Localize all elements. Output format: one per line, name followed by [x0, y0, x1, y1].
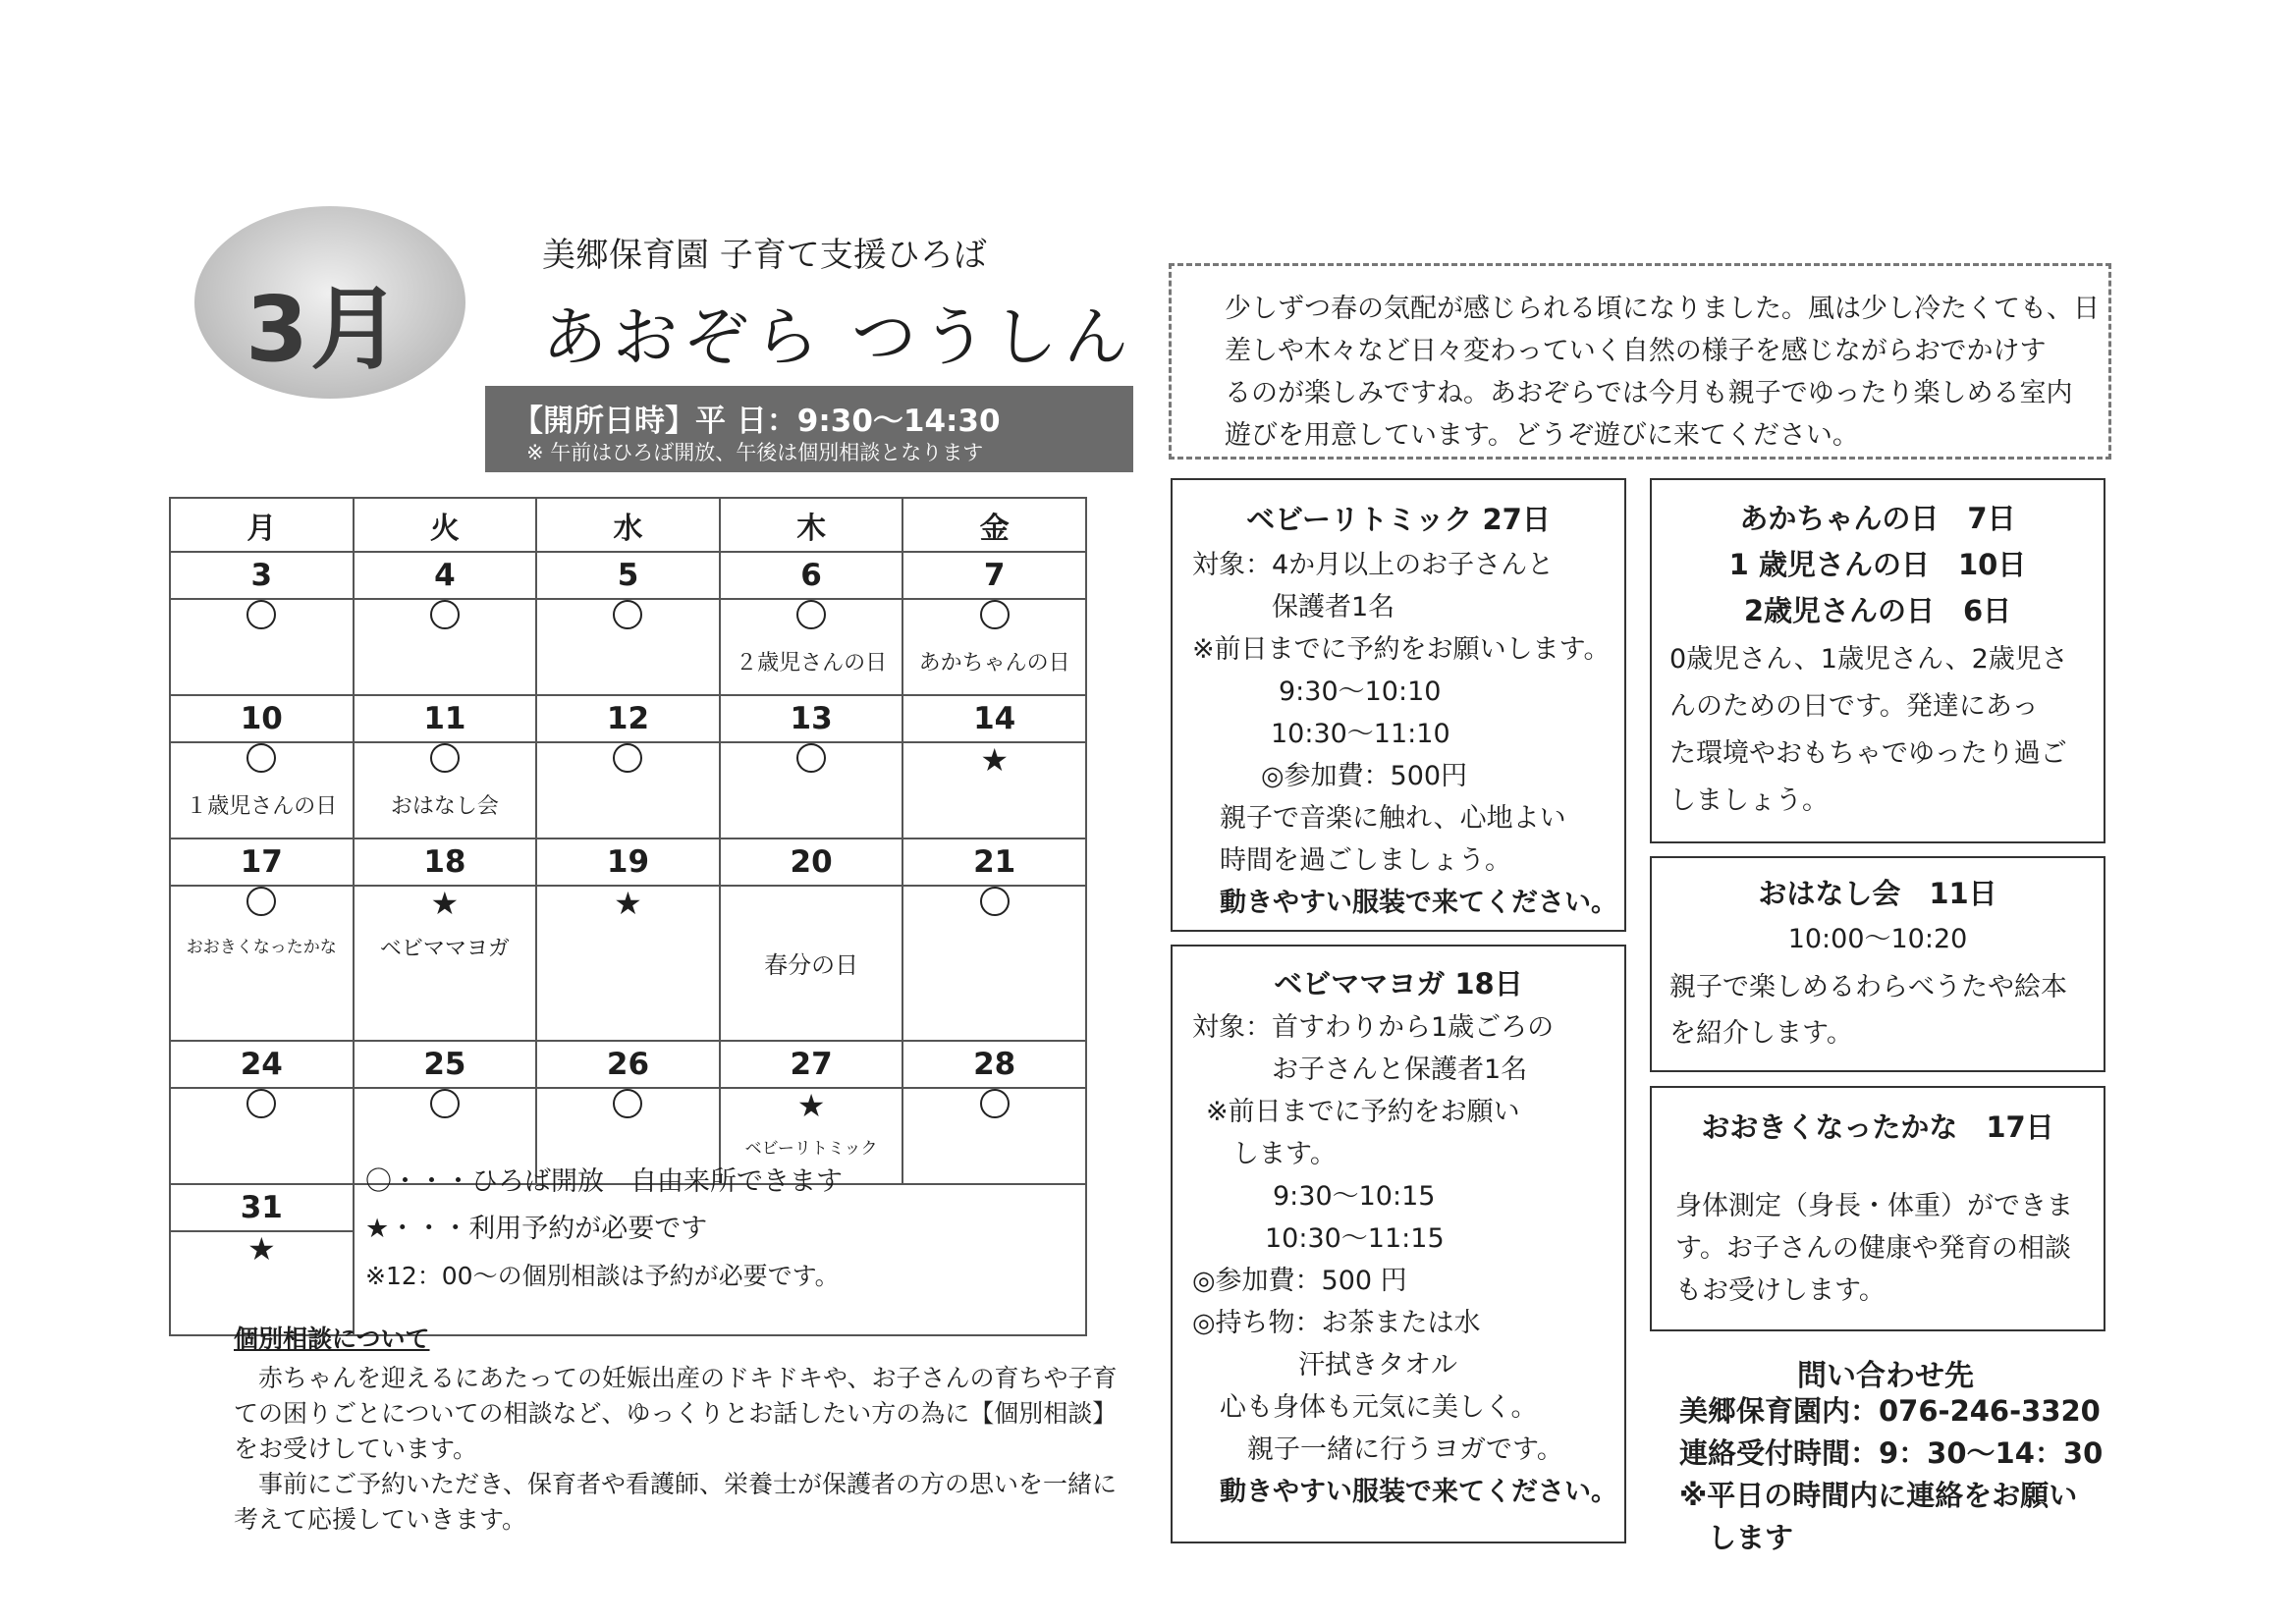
- date-cell: 6: [720, 552, 903, 599]
- legend-consult-note: ※12：00～の個別相談は予約が必要です。: [365, 1262, 840, 1290]
- age-day-title: 1 歳児さんの日 10日: [1728, 548, 2027, 581]
- intro-line: 少しずつ春の気配が感じられる頃になりました。風は少し冷たくても、日: [1225, 294, 2100, 324]
- consultation-line: 事前にご予約いただき、保育者や看護師、栄養士が保護者の方の思いを一緒に: [234, 1470, 1118, 1498]
- date-cell: 26: [536, 1041, 720, 1088]
- yoga-line: 対象：首すわりから1歳ごろの: [1192, 1012, 1555, 1043]
- date-cell: 10: [170, 695, 354, 742]
- baby-rhythmic-line: ※前日までに予約をお願いします。: [1192, 634, 1611, 665]
- star-icon: ★: [430, 885, 460, 922]
- age-day-title: あかちゃんの日 7日: [1739, 502, 2016, 535]
- hours-banner: [485, 386, 1133, 472]
- yoga-line: 親子一緒に行うヨガです。: [1247, 1434, 1563, 1465]
- date-cell: 13: [720, 695, 903, 742]
- date-cell: 4: [354, 552, 537, 599]
- mark-row: [170, 599, 1086, 695]
- date-cell: 14: [902, 695, 1086, 742]
- date-cell: 20: [720, 839, 903, 886]
- yoga-line: 10:30～11:15: [1265, 1223, 1445, 1254]
- date-cell: 21: [902, 839, 1086, 886]
- growth-check-box: [1650, 1086, 2105, 1331]
- baby-rhythmic-title: ベビーリトミック 27日: [1246, 503, 1551, 536]
- contact-hours: 連絡受付時間：9：30～14：30: [1679, 1436, 2104, 1470]
- weekday-thu: 木: [720, 498, 903, 552]
- date-cell: 24: [170, 1041, 354, 1088]
- baby-mama-yoga-title: ベビママヨガ 18日: [1274, 967, 1523, 1001]
- contact-note: ※平日の時間内に連絡をお願い: [1679, 1479, 2078, 1512]
- growth-check-line: 身体測定（身長・体重）ができま: [1675, 1191, 2073, 1221]
- yoga-line: 汗拭きタオル: [1192, 1350, 1457, 1380]
- baby-rhythmic-line: 対象：4か月以上のお子さんと: [1192, 550, 1555, 580]
- baby-rhythmic-line: 9:30～10:10: [1279, 676, 1442, 707]
- growth-check-title: おおきくなったかな 17日: [1701, 1110, 2054, 1144]
- mark-cell: [536, 599, 720, 695]
- event-label: ベビママヨガ: [379, 937, 510, 961]
- weekday-fri: 金: [902, 498, 1086, 552]
- open-circle-icon: [246, 887, 276, 916]
- age-days-body: [1669, 636, 2104, 825]
- baby-rhythmic-line: 保護者1名: [1192, 592, 1395, 622]
- month-label: 3月: [246, 277, 404, 382]
- mark-cell: [536, 742, 720, 839]
- open-circle-icon: [613, 1089, 642, 1118]
- date-cell: 27: [720, 1041, 903, 1088]
- contact-phone: 美郷保育園内：076-246-3320: [1679, 1394, 2101, 1428]
- mark-cell: [170, 742, 354, 839]
- mark-cell: [720, 742, 903, 839]
- date-cell: 3: [170, 552, 354, 599]
- open-circle-icon: [613, 600, 642, 629]
- star-icon: ★: [796, 1087, 826, 1124]
- date-cell: 12: [536, 695, 720, 742]
- open-circle-icon: [246, 743, 276, 773]
- mark-cell: [536, 886, 720, 1041]
- event-label: おおきくなったかな: [186, 938, 337, 957]
- event-label: ２歳児さんの日: [736, 651, 888, 676]
- baby-rhythmic-line: 10:30～11:10: [1271, 719, 1450, 749]
- date-row: [170, 1041, 1086, 1088]
- age-days-box: [1650, 478, 2105, 843]
- date-cell: 18: [354, 839, 537, 886]
- growth-check-body: [1675, 1185, 2104, 1312]
- event-label: １歳児さんの日: [186, 794, 338, 819]
- date-cell: 31: [170, 1184, 354, 1231]
- age-days-titles: [1652, 496, 2104, 634]
- consultation-line: ての困りごとについての相談など、ゆっくりとお話したい方の為に【個別相談】: [234, 1399, 1118, 1428]
- mark-cell: [720, 599, 903, 695]
- mark-row: [170, 886, 1086, 1041]
- open-circle-icon: [430, 600, 460, 629]
- baby-mama-yoga-box: [1171, 945, 1626, 1543]
- mark-cell: [170, 599, 354, 695]
- story-time-title: おはなし会 11日: [1758, 877, 1997, 910]
- date-cell: 28: [902, 1041, 1086, 1088]
- baby-rhythmic-line: 親子で音楽に触れ、心地よい: [1220, 803, 1566, 834]
- consultation-body: [234, 1361, 1127, 1538]
- legend-reservation: ★・・・利用予約が必要です: [365, 1214, 708, 1244]
- date-row: [170, 695, 1086, 742]
- open-circle-icon: [430, 1089, 460, 1118]
- mark-cell: [354, 886, 537, 1041]
- contact-title: 問い合わせ先: [1797, 1359, 1974, 1393]
- date-cell: 11: [354, 695, 537, 742]
- yoga-line: ※前日までに予約をお願い: [1206, 1097, 1520, 1127]
- story-time-body: [1669, 964, 2104, 1056]
- yoga-line: 心も身体も元気に美しく。: [1220, 1392, 1538, 1423]
- open-circle-icon: [613, 743, 642, 773]
- date-cell: 17: [170, 839, 354, 886]
- open-circle-icon: [246, 600, 276, 629]
- date-row: [170, 839, 1086, 886]
- event-label: 春分の日: [764, 951, 859, 979]
- yoga-line: 動きやすい服装で来てください。: [1220, 1477, 1617, 1507]
- consultation-line: をお受けしています。: [234, 1434, 478, 1463]
- story-time-time: 10:00～10:20: [1787, 924, 1968, 954]
- baby-rhythmic-line: ◎参加費：500円: [1261, 761, 1468, 791]
- baby-rhythmic-body: [1192, 544, 1624, 924]
- weekday-mon: 月: [170, 498, 354, 552]
- yoga-line: お子さんと保護者1名: [1192, 1055, 1528, 1085]
- growth-check-line: もお受けします。: [1675, 1275, 1886, 1306]
- organization-name: 美郷保育園 子育て支援ひろば: [542, 236, 987, 275]
- date-cell: 5: [536, 552, 720, 599]
- story-time-box: [1650, 856, 2105, 1072]
- intro-message: [1169, 263, 2111, 460]
- intro-line: 差しや木々など日々変わっていく自然の様子を感じながらおでかけす: [1225, 336, 2047, 366]
- baby-rhythmic-line: 動きやすい服装で来てください。: [1220, 888, 1617, 918]
- legend-open: 〇・・・ひろば開放 自由来所できます: [365, 1166, 843, 1197]
- age-days-line: んのための日です。発達にあっ: [1669, 691, 2039, 722]
- story-time-line: を紹介します。: [1669, 1018, 1853, 1049]
- baby-rhythmic-line: 時間を過ごしましょう。: [1220, 845, 1511, 876]
- consultation-title: 個別相談について: [234, 1325, 430, 1353]
- yoga-line: ◎持ち物：お茶または水: [1192, 1308, 1481, 1338]
- yoga-line: ◎参加費：500 円: [1192, 1266, 1407, 1296]
- mark-cell: [902, 599, 1086, 695]
- open-circle-icon: [796, 743, 826, 773]
- date-cell: 7: [902, 552, 1086, 599]
- growth-check-line: す。お子さんの健康や発育の相談: [1675, 1233, 2071, 1264]
- date-cell: 25: [354, 1041, 537, 1088]
- star-icon: ★: [614, 885, 642, 922]
- yoga-line: します。: [1206, 1139, 1337, 1169]
- open-circle-icon: [980, 600, 1010, 629]
- age-days-line: 0歳児さん、1歳児さん、2歳児さ: [1669, 644, 2068, 675]
- open-circle-icon: [796, 600, 826, 629]
- newsletter-title: あおぞら つうしん: [542, 299, 1134, 375]
- consultation-line: 考えて応援していきます。: [234, 1505, 527, 1534]
- star-icon: ★: [246, 1230, 276, 1268]
- event-label: おはなし会: [390, 794, 499, 819]
- mark-cell: [354, 742, 537, 839]
- weekday-header-row: [170, 498, 1086, 552]
- open-circle-icon: [246, 1089, 276, 1118]
- event-label: あかちゃんの日: [918, 651, 1070, 676]
- baby-rhythmic-box: [1171, 478, 1626, 932]
- age-days-line: た環境やおもちゃでゆったり過ご: [1669, 738, 2067, 769]
- hours-text: 【開所日時】平 日：9:30～14:30: [513, 404, 1001, 439]
- event-label: ベビーリトミック: [744, 1139, 878, 1159]
- intro-line: るのが楽しみですね。あおぞらでは今月も親子でゆったり楽しめる室内: [1225, 378, 2073, 408]
- calendar-legend: [365, 1159, 843, 1300]
- consultation-line: 赤ちゃんを迎えるにあたっての妊娠出産のドキドキや、お子さんの育ちや子育: [234, 1364, 1118, 1392]
- baby-mama-yoga-body: [1192, 1006, 1624, 1513]
- mark-cell: [170, 1088, 354, 1184]
- open-circle-icon: [980, 887, 1010, 916]
- age-days-line: しましょう。: [1669, 785, 1829, 816]
- open-circle-icon: [980, 1089, 1010, 1118]
- date-row: [170, 552, 1086, 599]
- age-day-title: 2歳児さんの日 6日: [1743, 594, 2012, 627]
- date-cell: 19: [536, 839, 720, 886]
- mark-cell: [902, 886, 1086, 1041]
- weekday-wed: 水: [536, 498, 720, 552]
- mark-cell: [354, 599, 537, 695]
- mark-cell: [902, 1088, 1086, 1184]
- mark-row: [170, 742, 1086, 839]
- contact-info: [1679, 1390, 2103, 1559]
- intro-line: 遊びを用意しています。どうぞ遊びに来てください。: [1225, 420, 1859, 451]
- weekday-tue: 火: [354, 498, 537, 552]
- story-time-line: 親子で楽しめるわらべうたや絵本: [1669, 972, 2067, 1002]
- mark-cell: [902, 742, 1086, 839]
- open-circle-icon: [430, 743, 460, 773]
- mark-cell: [720, 886, 903, 1041]
- mark-cell: [170, 886, 354, 1041]
- hours-note: ※ 午前はひろば開放、午後は個別相談となります: [526, 441, 984, 464]
- contact-note: します: [1679, 1521, 1794, 1554]
- yoga-line: 9:30～10:15: [1273, 1181, 1436, 1212]
- star-icon: ★: [980, 741, 1010, 779]
